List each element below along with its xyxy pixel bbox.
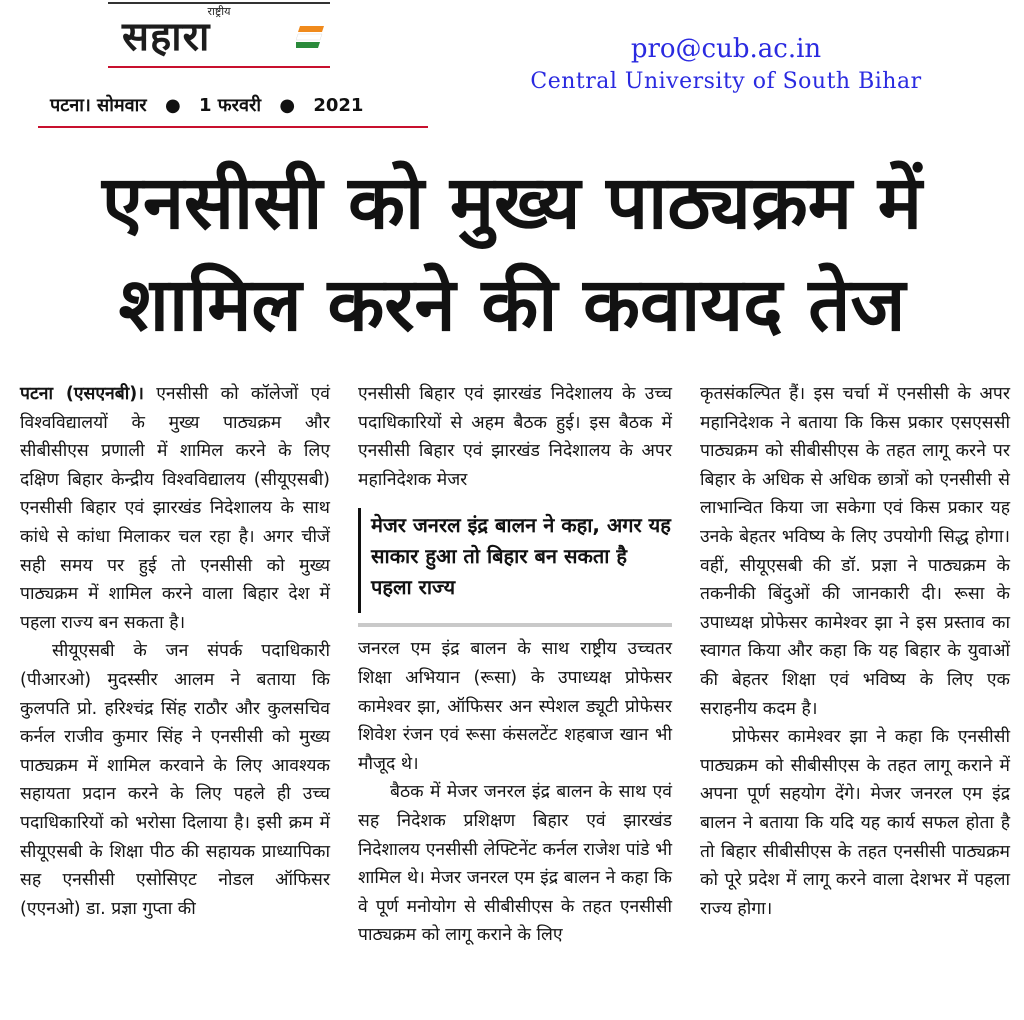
flag-icon: [296, 26, 324, 48]
dateline: [50, 93, 363, 117]
masthead: [108, 0, 330, 70]
dateline-year: 2021: [313, 95, 364, 116]
headline-line-2: शामिल करने की कवायद तेज: [118, 262, 906, 348]
masthead-red-rule: [108, 66, 330, 68]
credit-email: pro@cub.ac.in: [630, 34, 822, 64]
dateline-rule: [38, 126, 428, 128]
article-lead: पटना (एसएनबी)।: [20, 384, 144, 404]
headline: [20, 152, 1004, 356]
bullet-icon: ●: [164, 95, 181, 116]
masthead-logo-text: सहारा: [122, 14, 211, 60]
article-paragraph: प्रोफेसर कामेश्वर झा ने कहा कि एनसीसी पाठ्यक्रम को सीबीसीएस के तहत लागू कराने में अपना पूर्ण सहयोग देंगे। मेजर जनरल एम इंद्र बालन ने बताया कि यदि यह कार्य सफल होता है तो बिहार सीबीसीएस के तहत एनसीसी पाठ्यक्रम को पूरे प्रदेश में लागू करने वाला देशभर में पहला राज्य होगा।: [700, 727, 1010, 919]
masthead-tagline: राष्ट्रीय: [207, 5, 231, 18]
article-column-3: [700, 380, 1010, 923]
article-paragraph: कृतसंकल्पित हैं। इस चर्चा में एनसीसी के अपर महानिदेशक ने बताया कि किस प्रकार एसएससी पाठ्यक्रम को सीबीसीएस के तहत लागू करने पर बिहार के अधिक से अधिक छात्रों को एनसीसी से लाभान्वित किया जा सकेगा एवं किस प्रकार यह उनके बेहतर भविष्य के लिए उपयोगी सिद्ध होगा। वहीं, सीयूएसबी की डॉ. प्रज्ञा ने पाठ्यक्रम के तकनीकी बिंदुओं की जानकारी दी। रूसा के उपाध्यक्ष प्रोफेसर कामेश्वर झा ने इस प्रस्ताव का स्वागत किया और कहा कि यह बिहार के युवाओं की बेहतर शिक्षा एवं भविष्य के लिए एक सराहनीय कदम है।: [700, 384, 1010, 719]
article-paragraph: एनसीसी बिहार एवं झारखंड निदेशालय के उच्च पदाधिकारियों से अहम बैठक हुई। इस बैठक में एनसीसी बिहार एवं झारखंड निदेशालय के अपर महानिदेशक मेजर: [358, 384, 672, 490]
article-column-2: [358, 380, 672, 950]
article-paragraph: जनरल एम इंद्र बालन के साथ राष्ट्रीय उच्चतर शिक्षा अभियान (रूसा) के उपाध्यक्ष प्रोफेसर कामेश्वर झा, ऑफिसर अन स्पेशल ड्यूटी प्रोफेसर शिवेश रंजन एवं रूसा कंसलटेंट शहबाज खान भी मौजूद थे।: [358, 639, 672, 774]
bullet-icon: ●: [279, 95, 296, 116]
credit-university: Central University of South Bihar: [530, 69, 922, 94]
article-paragraph: बैठक में मेजर जनरल इंद्र बालन के साथ एवं सह निदेशक प्रशिक्षण बिहार एवं झारखंड निदेशालय एनसीसी लेफ्टिनेंट कर्नल राजेश पांडे भी शामिल थे। मेजर जनरल एम इंद्र बालन ने कहा कि वे पूर्ण मनोयोग से सीबीसीएस के तहत एनसीसी पाठ्यक्रम को लागू कराने के लिए: [358, 782, 672, 946]
article-column-1: [20, 380, 330, 923]
dateline-city: पटना। सोमवार: [50, 95, 147, 116]
headline-line-1: एनसीसी को मुख्य पाठ्यक्रम में: [102, 160, 922, 246]
article-text: एनसीसी को कॉलेजों एवं विश्वविद्यालयों के मुख्य पाठ्यक्रम और सीबीसीएस प्रणाली में शामिल करने के लिए दक्षिण बिहार केन्द्रीय विश्वविद्यालय (सीयूएसबी) एनसीसी बिहार एवं झारखंड निदेशालय के साथ कांधे से कांधा मिलाकर चल रहा है। अगर चीजें सही समय पर हुई तो एनसीसी को मुख्य पाठ्यक्रम में शामिल करने वाला बिहार देश में पहला राज्य बन सकता है।: [20, 384, 330, 633]
source-credit: [516, 34, 936, 96]
pull-quote: मेजर जनरल इंद्र बालन ने कहा, अगर यह साकार हुआ तो बिहार बन सकता है पहला राज्य: [358, 508, 672, 613]
dateline-date: 1 फरवरी: [198, 95, 262, 116]
article-paragraph: [20, 380, 330, 637]
article-paragraph: सीयूएसबी के जन संपर्क पदाधिकारी (पीआरओ) मुदस्सीर आलम ने बताया कि कुलपति प्रो. हरिश्चंद्र सिंह राठौर और कुलसचिव कर्नल राजीव कुमार सिंह ने एनसीसी को मुख्य पाठ्यक्रम में शामिल करवाने के लिए आवश्यक सहायता प्रदान करने के लिए पहले ही उच्च पदाधिकारियों को भरोसा दिलाया है। इसी क्रम में सीयूएसबी के शिक्षा पीठ की सहायक प्राध्यापिका सह एनसीसी एसोसिएट नोडल ऑफिसर (एएनओ) डा. प्रज्ञा गुप्ता की: [20, 641, 330, 919]
pull-quote-rule: [358, 623, 672, 627]
